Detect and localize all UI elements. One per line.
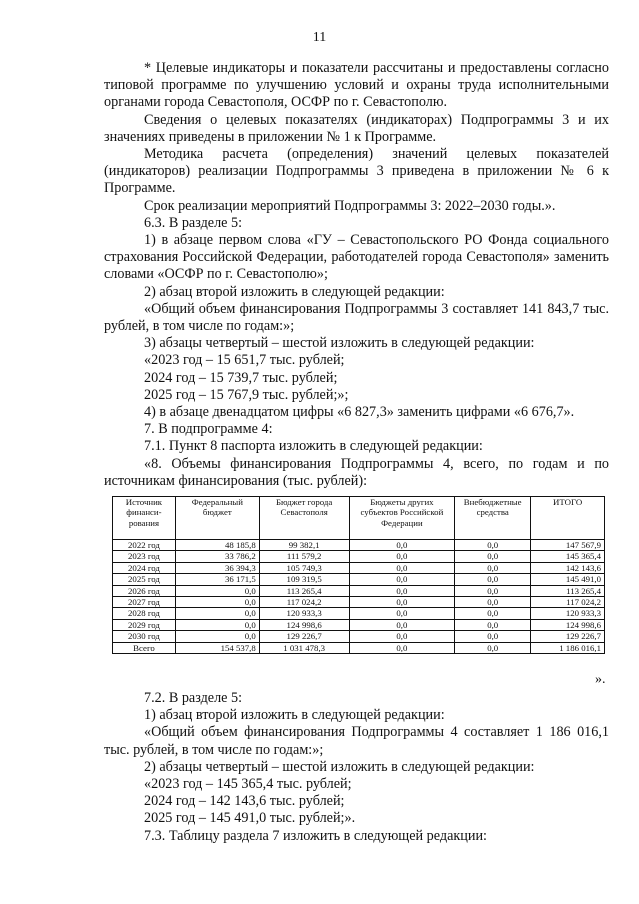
paragraph: 7.3. Таблицу раздела 7 изложить в следующей редакции: [144,827,487,844]
table-cell: 0,0 [455,540,531,551]
paragraph: 2) абзацы четвертый – шестой изложить в следующей редакции: [144,758,535,775]
paragraph: 4) в абзаце двенадцатом цифры «6 827,3» заменить цифрами «6 676,7». [144,404,575,421]
table-row-label: 2024 год [113,562,176,573]
paragraph: 1) в абзаце первом слова «ГУ – Севастопольского РО Фонда социального страхования Российской Федерации, работодателей города Севастополя» заменить словами «ОСФР по г. Севастополю»; [104,232,609,283]
table-cell: 147 567,9 [531,540,605,551]
table-cell: 0,0 [455,574,531,585]
table-row [113,540,605,551]
table-cell: 1 031 478,3 [259,642,349,653]
table-cell: 0,0 [349,642,455,653]
table-row [113,597,605,608]
paragraph: «2023 год – 15 651,7 тыс. рублей; [144,352,345,369]
table-cell: 1 186 016,1 [531,642,605,653]
table-cell: 0,0 [349,585,455,596]
paragraph: Срок реализации мероприятий Подпрограммы 3: 2022–2030 годы.». [144,197,556,214]
text-block-top [104,60,609,490]
text-block-bottom [104,690,609,845]
table-cell: 117 024,2 [259,597,349,608]
table-cell: 0,0 [455,585,531,596]
paragraph: 2024 год – 15 739,7 тыс. рублей; [144,369,338,386]
table-cell: 109 319,5 [259,574,349,585]
table-cell: 0,0 [455,619,531,630]
table-row [113,574,605,585]
table-row-label: 2029 год [113,619,176,630]
table-row [113,642,605,653]
table-cell: 120 933,3 [259,608,349,619]
table-row [113,562,605,573]
table-cell: 0,0 [455,631,531,642]
table-row-label: 2026 год [113,585,176,596]
table-header: Федеральный бюджет [175,497,259,540]
table-cell: 129 226,7 [531,631,605,642]
paragraph: 7.1. Пункт 8 паспорта изложить в следующей редакции: [144,438,483,455]
paragraph: 2024 год – 142 143,6 тыс. рублей; [144,793,345,810]
page-number: 11 [312,30,327,45]
table-header: Внебюджетные средства [455,497,531,540]
table-cell: 0,0 [349,608,455,619]
table-cell: 145 491,0 [531,574,605,585]
paragraph: Сведения о целевых показателях (индикаторах) Подпрограммы 3 и их значениях приведены в приложении № 1 к Программе. [104,111,609,145]
table-cell: 124 998,6 [259,619,349,630]
table-cell: 0,0 [455,642,531,653]
table-row-label: 2022 год [113,540,176,551]
paragraph: * Целевые индикаторы и показатели рассчитаны и предоставлены согласно типовой программе по улучшению условий и охраны труда исполнительными органами города Севастополя, ОСФР по г. Севастополю. [104,60,609,111]
table-row [113,608,605,619]
table-cell: 113 265,4 [259,585,349,596]
table-cell: 154 537,8 [175,642,259,653]
table-row [113,619,605,630]
table-cell: 99 382,1 [259,540,349,551]
paragraph: «Общий объем финансирования Подпрограммы 4 составляет 1 186 016,1 тыс. рублей, в том числе по годам:»; [104,724,609,758]
table-row-label: 2030 год [113,631,176,642]
table-row-label: 2023 год [113,551,176,562]
table-cell: 33 786,2 [175,551,259,562]
table-cell: 120 933,3 [531,608,605,619]
table-cell: 105 749,3 [259,562,349,573]
table-cell: 0,0 [349,631,455,642]
table-cell: 0,0 [455,562,531,573]
funding-table [112,496,605,654]
table-closing-quote: ». [595,672,606,687]
table-cell: 0,0 [175,619,259,630]
table-header: Бюджеты других субъектов Российской Федерации [349,497,455,540]
table-cell: 0,0 [175,631,259,642]
paragraph: «2023 год – 145 365,4 тыс. рублей; [144,776,352,793]
table-row [113,631,605,642]
table-cell: 0,0 [349,562,455,573]
paragraph: 7. В подпрограмме 4: [144,421,273,438]
table-cell: 0,0 [455,551,531,562]
table-row [113,551,605,562]
table-cell: 0,0 [455,608,531,619]
paragraph: Методика расчета (определения) значений целевых показателей (индикаторов) реализации Подпрограммы 3 приведена в приложении № 6 к Программе. [104,146,609,197]
paragraph: 2025 год – 145 491,0 тыс. рублей;». [144,810,356,827]
table-row-label: 2027 год [113,597,176,608]
paragraph: «Общий объем финансирования Подпрограммы 3 составляет 141 843,7 тыс. рублей, в том числе по годам:»; [104,300,609,335]
table-cell: 117 024,2 [531,597,605,608]
table-cell: 0,0 [175,597,259,608]
table-cell: 0,0 [455,597,531,608]
table-cell: 36 394,3 [175,562,259,573]
table-row-label: 2025 год [113,574,176,585]
table-header: Бюджет города Севастополя [259,497,349,540]
table-cell: 0,0 [349,551,455,562]
table-header: Источник финанси-рования [113,497,176,540]
table-row [113,585,605,596]
table-cell: 0,0 [175,585,259,596]
paragraph: 7.2. В разделе 5: [144,690,243,706]
table-row-label: Всего [113,642,176,653]
paragraph: «8. Объемы финансирования Подпрограммы 4, всего, по годам и по источникам финансирования (тыс. рублей): [104,455,609,489]
paragraph: 1) абзац второй изложить в следующей редакции: [144,707,445,724]
table-cell: 124 998,6 [531,619,605,630]
paragraph: 6.3. В разделе 5: [144,214,243,231]
table-cell: 111 579,2 [259,551,349,562]
table-cell: 113 265,4 [531,585,605,596]
table-cell: 0,0 [349,540,455,551]
paragraph: 2) абзац второй изложить в следующей редакции: [144,283,445,300]
table-header: ИТОГО [531,497,605,540]
table-header-row [113,497,605,540]
table-cell: 0,0 [175,608,259,619]
table-cell: 36 171,5 [175,574,259,585]
table-row-label: 2028 год [113,608,176,619]
table-cell: 0,0 [349,574,455,585]
table-cell: 48 185,8 [175,540,259,551]
paragraph: 2025 год – 15 767,9 тыс. рублей;»; [144,386,349,403]
table-cell: 0,0 [349,597,455,608]
table-cell: 0,0 [349,619,455,630]
table-cell: 129 226,7 [259,631,349,642]
paragraph: 3) абзацы четвертый – шестой изложить в следующей редакции: [144,335,535,352]
table-cell: 142 143,6 [531,562,605,573]
table-cell: 145 365,4 [531,551,605,562]
